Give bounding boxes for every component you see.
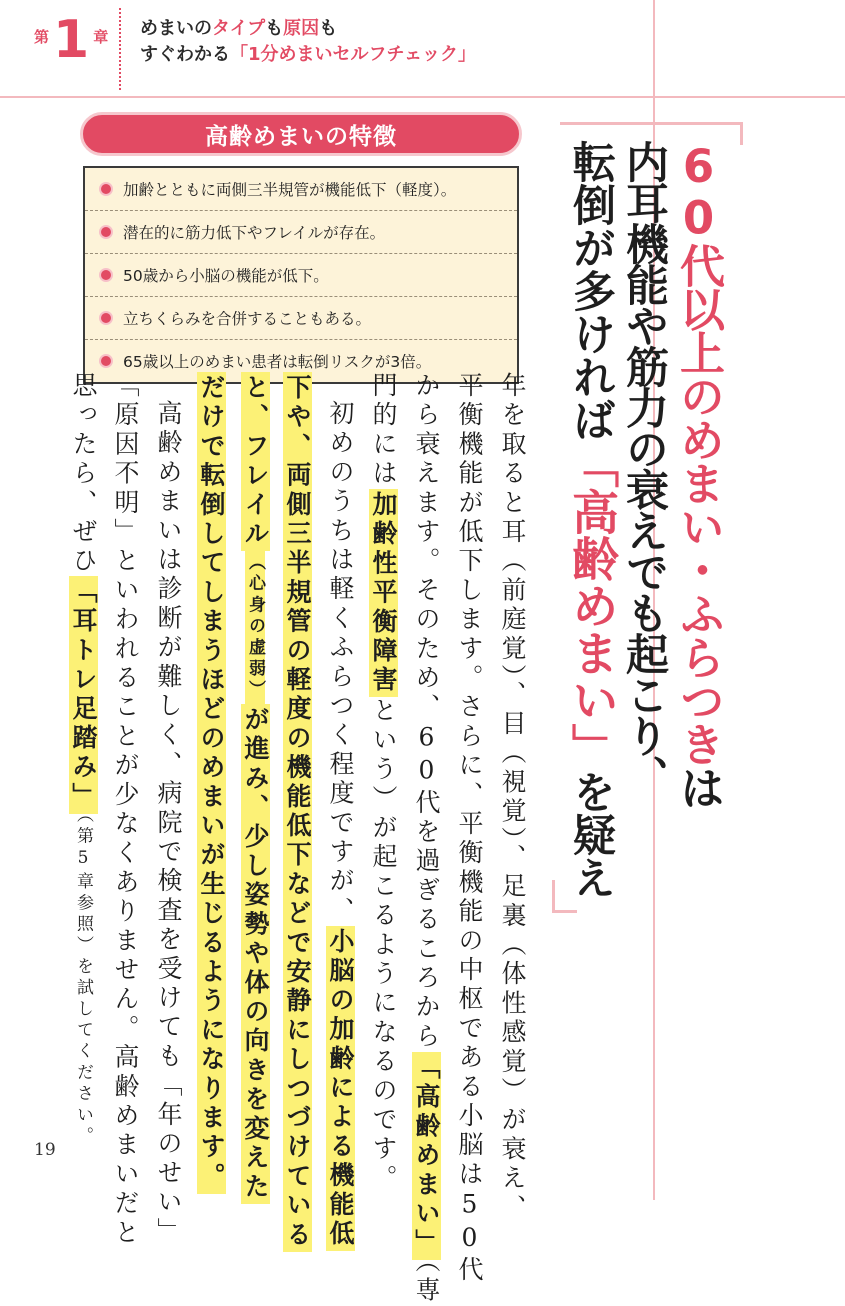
- highlighted-text: が進み、少し姿勢や体の向きを変えた: [241, 705, 270, 1203]
- headline-text: 60代以上のめまい・ふらつき: [672, 140, 725, 765]
- headline-highlight: 「高齢めまい」: [564, 441, 619, 770]
- body-column-4: [371, 372, 396, 1194]
- list-item-text: 65歳以上のめまい患者は転倒リスクが3倍。: [123, 353, 432, 371]
- highlighted-text: 下や、両側三半規管の軽度の機能低下などで安静にしつづけている: [283, 374, 312, 1250]
- headline-text: を疑え: [566, 770, 616, 899]
- body-column-1: [500, 372, 525, 1223]
- headline-text: 内耳機能や筋力の衰えでも起こり、: [619, 140, 669, 796]
- body-column-6: [285, 372, 310, 1252]
- body-column-3: [414, 372, 439, 1306]
- headline-line-3: [564, 140, 619, 899]
- chapter-title-text: も: [319, 18, 338, 39]
- header-divider: [0, 96, 845, 98]
- highlighted-text: 小脳の加齢による機能低: [326, 927, 355, 1249]
- body-column-5: [328, 400, 353, 1251]
- chapter-title-text: も: [265, 18, 284, 39]
- body-text: （第5章参照）を試してください。: [73, 814, 93, 1148]
- highlighted-text: 「耳トレ足踏み」: [69, 578, 98, 813]
- highlighted-text: だけで転倒してしまうほどのめまいが生じるようになります。: [197, 374, 226, 1192]
- bullet-icon: [99, 225, 113, 239]
- features-list: [83, 166, 519, 384]
- body-column-9: [156, 400, 181, 1247]
- headline-text: は: [672, 765, 725, 809]
- body-column-10: [113, 372, 138, 1248]
- body-column-8: [199, 372, 224, 1194]
- list-item-text: 50歳から小脳の機能が低下。: [123, 267, 329, 285]
- chapter-title-highlight: タイプ: [212, 18, 266, 39]
- list-item: [85, 211, 517, 254]
- bullet-icon: [99, 182, 113, 196]
- list-item: [85, 297, 517, 340]
- highlighted-text: 加齢性平衡障害: [369, 490, 398, 696]
- body-text: 「原因不明」といわれることが少なくありません。高齢めまいだと: [111, 372, 140, 1248]
- bullet-icon: [99, 311, 113, 325]
- bullet-icon: [99, 354, 113, 368]
- list-item-text: 加齢とともに両側三半規管が機能低下（軽度）。: [123, 181, 457, 199]
- list-item-text: 潜在的に筋力低下やフレイルが存在。: [123, 224, 386, 242]
- body-text: という）が起こるようになるのです。: [369, 697, 398, 1194]
- chapter-suffix: 章: [93, 28, 109, 46]
- headline-text: 転倒が多ければ: [566, 140, 616, 441]
- highlighted-text: （心身の虚弱）: [245, 553, 265, 702]
- list-item-text: 立ちくらみを合併することもある。: [123, 310, 372, 328]
- chapter-prefix: 第: [34, 28, 50, 46]
- chapter-title-text: すぐわかる: [140, 44, 230, 65]
- highlighted-text: 「高齢めまい」: [412, 1053, 441, 1259]
- page-number: 19: [34, 1140, 56, 1160]
- chapter-title: [140, 16, 476, 68]
- chapter-title-highlight: 「1分めまいセルフチェック」: [230, 44, 476, 65]
- body-text: 高齢めまいは診断が難しく、病院で検査を受けても「年のせい」: [154, 400, 183, 1247]
- list-item: [85, 168, 517, 211]
- chapter-number: 1: [53, 10, 90, 70]
- highlighted-text: と、フレイル: [241, 374, 270, 550]
- body-column-2: [457, 372, 482, 1285]
- body-text: 門的には: [369, 372, 398, 489]
- headline-line-2: [620, 140, 668, 796]
- body-text: 年を取ると耳（前庭覚）、目（視覚）、足裏（体性感覚）が衰え、: [498, 372, 527, 1223]
- body-column-7: [242, 372, 268, 1204]
- chapter-title-highlight: 原因: [283, 18, 320, 39]
- body-column-11: [70, 372, 96, 1148]
- body-text: 初めのうちは軽くふらつく程度ですが、: [326, 400, 355, 926]
- body-text: から衰えます。そのため、60代を過ぎるころから: [412, 372, 441, 1052]
- header-dotted-divider: [119, 8, 121, 90]
- chapter-label: [34, 10, 109, 70]
- chapter-title-text: めまいの: [140, 18, 212, 39]
- body-text: 平衡機能が低下します。さらに、平衡機能の中枢である小脳は50代: [455, 372, 484, 1286]
- body-text: 思ったら、ぜひ: [69, 372, 98, 577]
- body-text: （専: [412, 1260, 441, 1306]
- bullet-icon: [99, 268, 113, 282]
- features-title: 高齢めまいの特徴: [80, 112, 522, 156]
- headline-line-1: [673, 140, 723, 809]
- list-item: [85, 254, 517, 297]
